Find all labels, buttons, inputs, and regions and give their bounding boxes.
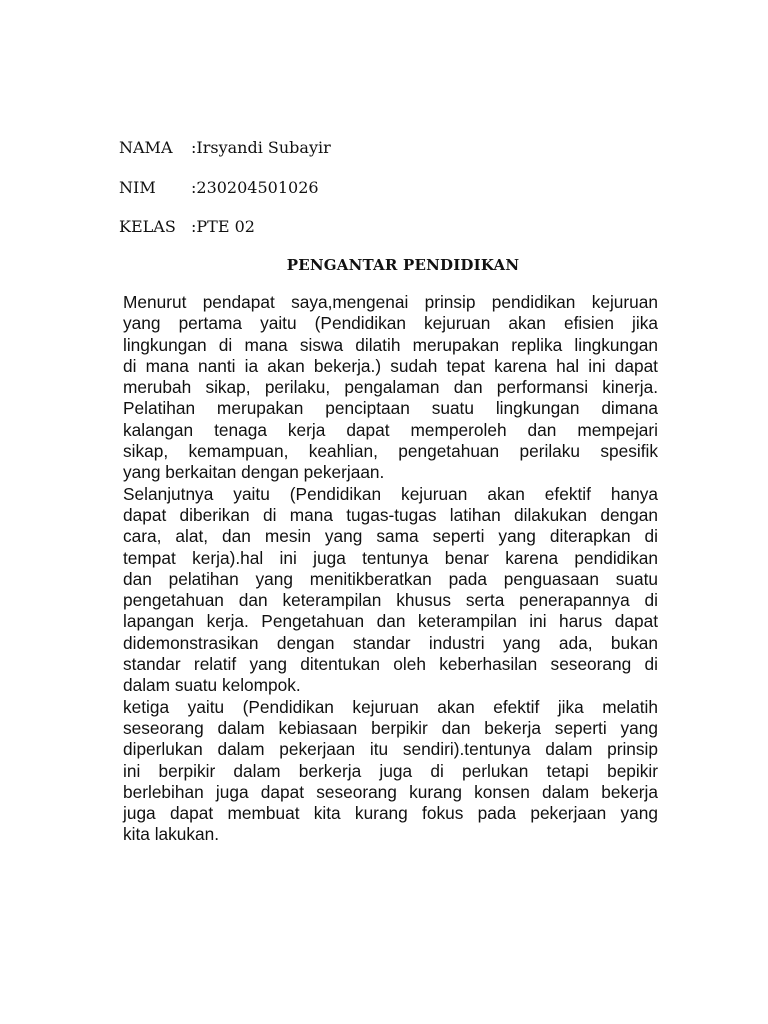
- essay-line: Menurut pendapat saya,mengenai prinsip pendidikan kejuruan: [123, 292, 658, 312]
- essay-line: didemonstrasikan dengan standar industri yang ada, bukan: [123, 632, 658, 653]
- essay-line: Selanjutnya yaitu (Pendidikan kejuruan akan efektif hanya: [123, 483, 658, 504]
- class-label: KELAS: [119, 217, 176, 236]
- essay-line: juga dapat membuat kita kurang fokus pada pekerjaan yang: [123, 803, 658, 824]
- student-id-row: [119, 178, 319, 198]
- name-value: :Irsyandi Subayir: [191, 138, 331, 157]
- essay-line: cara, alat, dan mesin yang sama seperti yang diterapkan di: [123, 526, 658, 547]
- essay-line: dapat diberikan di mana tugas-tugas latihan dilakukan dengan: [123, 504, 658, 525]
- essay-line: ini berpikir dalam berkerja juga di perlukan tetapi bepikir: [123, 760, 658, 781]
- class-value: :PTE 02: [191, 217, 255, 236]
- essay-body: [123, 292, 658, 846]
- essay-line: berlebihan juga dapat seseorang kurang konsen dalam bekerja: [123, 781, 658, 802]
- essay-line: sikap, kemampuan, keahlian, pengetahuan perilaku spesifik: [123, 441, 658, 462]
- essay-line: lingkungan di mana siswa dilatih merupakan replika lingkungan: [123, 334, 658, 355]
- name-label: NAMA: [119, 138, 173, 157]
- essay-line: standar relatif yang ditentukan oleh keberhasilan seseorang di: [123, 654, 658, 675]
- class-row: [119, 217, 255, 237]
- essay-line: kita lakukan.: [123, 824, 220, 845]
- essay-line: diperlukan dalam pekerjaan itu sendiri).tentunya dalam prinsip: [123, 739, 658, 760]
- essay-line: tempat kerja).hal ini juga tentunya benar karena pendidikan: [123, 547, 658, 568]
- essay-line: lapangan kerja. Pengetahuan dan keterampilan ini harus dapat: [123, 611, 658, 632]
- nim-value: :230204501026: [191, 178, 319, 197]
- essay-line: ketiga yaitu (Pendidikan kejuruan akan efektif jika melatih: [123, 696, 658, 717]
- essay-line: yang pertama yaitu (Pendidikan kejuruan akan efisien jika: [123, 313, 658, 334]
- essay-line: dan pelatihan yang menitikberatkan pada penguasaan suatu: [123, 568, 658, 589]
- essay-line: pengetahuan dan keterampilan khusus serta penerapannya di: [123, 590, 658, 611]
- document-title: PENGANTAR PENDIDIKAN: [286, 256, 520, 274]
- essay-line: Pelatihan merupakan penciptaan suatu lingkungan dimana: [123, 398, 658, 419]
- essay-line: seseorang dalam kebiasaan berpikir dan bekerja seperti yang: [123, 717, 658, 738]
- student-name-row: [119, 138, 331, 158]
- essay-line: yang berkaitan dengan pekerjaan.: [123, 462, 385, 483]
- essay-line: dalam suatu kelompok.: [123, 675, 301, 696]
- essay-line: di mana nanti ia akan bekerja.) sudah tepat karena hal ini dapat: [123, 355, 658, 376]
- essay-line: merubah sikap, perilaku, pengalaman dan performansi kinerja.: [123, 377, 658, 398]
- essay-line: kalangan tenaga kerja dapat memperoleh dan mempejari: [123, 419, 658, 440]
- nim-label: NIM: [119, 178, 156, 197]
